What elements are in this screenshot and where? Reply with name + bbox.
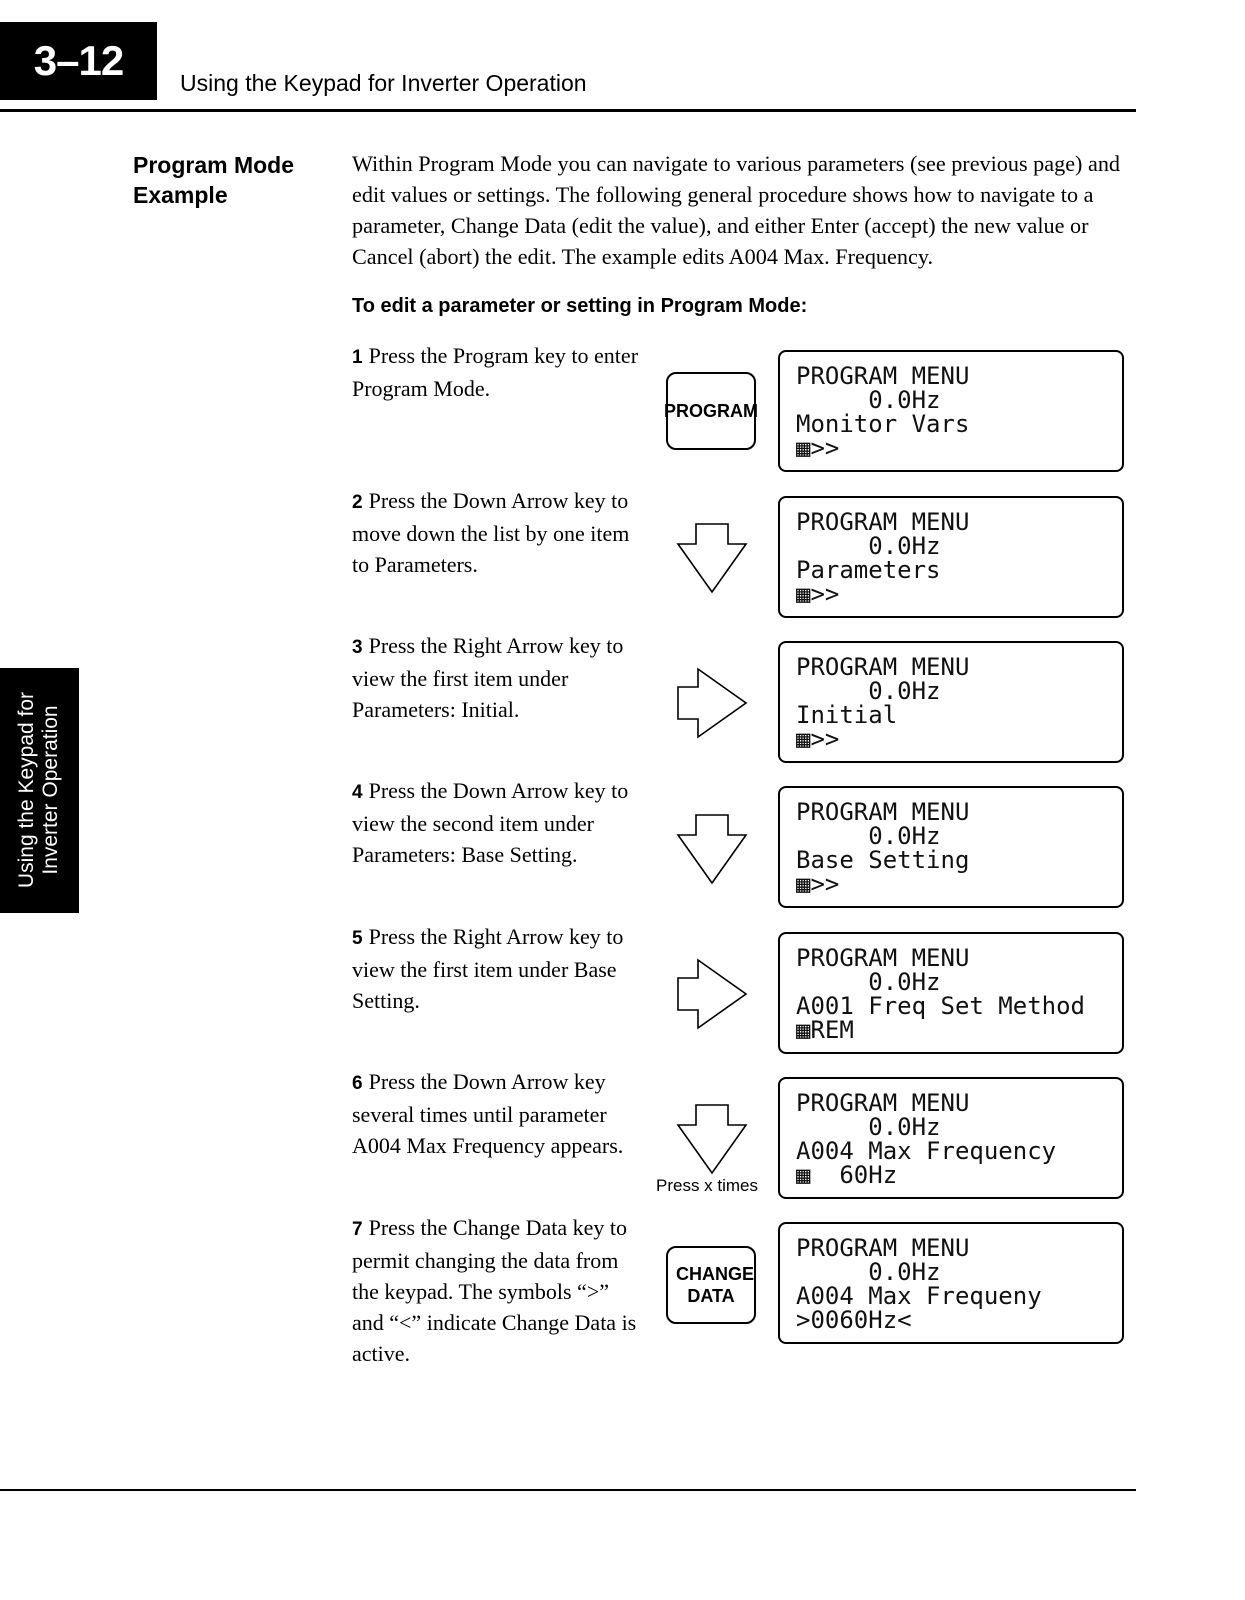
section-heading: Program Mode Example bbox=[133, 152, 295, 208]
lcd-line-2: 0.0Hz bbox=[796, 968, 941, 996]
page-number-box bbox=[0, 22, 157, 100]
lcd-line-2: 0.0Hz bbox=[796, 1113, 941, 1141]
lcd-line-1: PROGRAM MENU bbox=[796, 798, 970, 826]
lcd-line-3: A004 Max Frequency bbox=[796, 1137, 1057, 1165]
step-instruction: Press the Down Arrow key to view the second item under Parameters: Base Setting. bbox=[352, 778, 629, 867]
step-number: 3 bbox=[352, 637, 363, 658]
lcd-line-4: ▦ 60Hz bbox=[796, 1161, 898, 1189]
procedure-heading: To edit a parameter or setting in Program Mode: bbox=[352, 295, 808, 317]
lcd-line-2: 0.0Hz bbox=[796, 532, 941, 560]
down-arrow-icon[interactable] bbox=[676, 1103, 748, 1175]
key-label: PROGRAM bbox=[664, 401, 758, 421]
lcd-display bbox=[778, 641, 1124, 763]
lcd-line-3: Initial bbox=[796, 701, 898, 729]
lcd-line-2: 0.0Hz bbox=[796, 822, 941, 850]
running-header: Using the Keypad for Inverter Operation bbox=[180, 70, 587, 96]
lcd-line-3: Monitor Vars bbox=[796, 410, 970, 438]
step-instruction: Press the Down Arrow key to move down the list by one item to Parameters. bbox=[352, 488, 630, 577]
step-instruction: Press the Right Arrow key to view the first item under Base Setting. bbox=[352, 924, 624, 1013]
step-3-text bbox=[352, 630, 642, 725]
down-arrow-icon[interactable] bbox=[676, 522, 748, 594]
lcd-line-1: PROGRAM MENU bbox=[796, 1089, 970, 1117]
step-7-text bbox=[352, 1212, 642, 1369]
chapter-side-tab bbox=[0, 668, 79, 913]
right-arrow-icon[interactable] bbox=[676, 667, 748, 739]
step-number: 2 bbox=[352, 492, 363, 513]
step-6-text bbox=[352, 1066, 642, 1161]
step-instruction: Press the Down Arrow key several times until parameter A004 Max Frequency appears. bbox=[352, 1069, 624, 1158]
intro-paragraph: Within Program Mode you can navigate to various parameters (see previous page) and edit values or settings. The following general procedure shows how to navigate to a parameter, Change Data (edit the value), and either Enter (accept) the new value or Cancel (abort) the edit. The example edits A004 Max. Frequency. bbox=[352, 151, 1121, 269]
right-arrow-icon[interactable] bbox=[676, 958, 748, 1030]
step-number: 7 bbox=[352, 1219, 363, 1240]
step-instruction: Press the Change Data key to permit changing the data from the keypad. The symbols “>” and “<” indicate Change Data is active. bbox=[352, 1215, 637, 1366]
side-tab-label: Using the Keypad for Inverter Operation bbox=[15, 691, 62, 889]
lcd-line-1: PROGRAM MENU bbox=[796, 1234, 970, 1262]
step-2-text bbox=[352, 485, 642, 580]
down-arrow-icon[interactable] bbox=[676, 813, 748, 885]
lcd-line-3: Parameters bbox=[796, 556, 941, 584]
lcd-line-4: ▦>> bbox=[796, 434, 840, 462]
step-5-text bbox=[352, 921, 642, 1016]
lcd-line-1: PROGRAM MENU bbox=[796, 362, 970, 390]
step-1-text bbox=[352, 340, 642, 404]
step-instruction: Press the Program key to enter Program Mode. bbox=[352, 343, 639, 401]
change-data-key[interactable] bbox=[666, 1246, 756, 1324]
program-key[interactable] bbox=[666, 372, 756, 450]
lcd-line-4: >0060Hz< bbox=[796, 1306, 912, 1334]
lcd-display bbox=[778, 1077, 1124, 1199]
lcd-display bbox=[778, 1222, 1124, 1344]
lcd-line-3: A004 Max Frequeny bbox=[796, 1282, 1042, 1310]
step-number: 1 bbox=[352, 347, 363, 368]
key-label: CHANGE DATA bbox=[676, 1264, 755, 1306]
lcd-line-3: A001 Freq Set Method bbox=[796, 992, 1085, 1020]
step-number: 6 bbox=[352, 1073, 363, 1094]
step-instruction: Press the Right Arrow key to view the first item under Parameters: Initial. bbox=[352, 633, 624, 722]
footer-divider bbox=[0, 1489, 1136, 1491]
header-divider bbox=[0, 109, 1136, 112]
page-number: 3–12 bbox=[33, 37, 124, 84]
lcd-line-1: PROGRAM MENU bbox=[796, 653, 970, 681]
step-4-text bbox=[352, 775, 642, 870]
lcd-display bbox=[778, 932, 1124, 1054]
lcd-line-4: ▦>> bbox=[796, 870, 840, 898]
lcd-line-2: 0.0Hz bbox=[796, 386, 941, 414]
press-times-note: Press x times bbox=[656, 1176, 759, 1195]
step-number: 4 bbox=[352, 782, 363, 803]
lcd-line-1: PROGRAM MENU bbox=[796, 508, 970, 536]
lcd-line-3: Base Setting bbox=[796, 846, 970, 874]
lcd-line-1: PROGRAM MENU bbox=[796, 944, 970, 972]
lcd-display bbox=[778, 496, 1124, 618]
lcd-line-4: ▦REM bbox=[796, 1016, 854, 1044]
lcd-display bbox=[778, 350, 1124, 472]
lcd-line-2: 0.0Hz bbox=[796, 677, 941, 705]
lcd-line-4: ▦>> bbox=[796, 725, 840, 753]
lcd-display bbox=[778, 786, 1124, 908]
lcd-line-2: 0.0Hz bbox=[796, 1258, 941, 1286]
step-number: 5 bbox=[352, 928, 363, 949]
lcd-line-4: ▦>> bbox=[796, 580, 840, 608]
